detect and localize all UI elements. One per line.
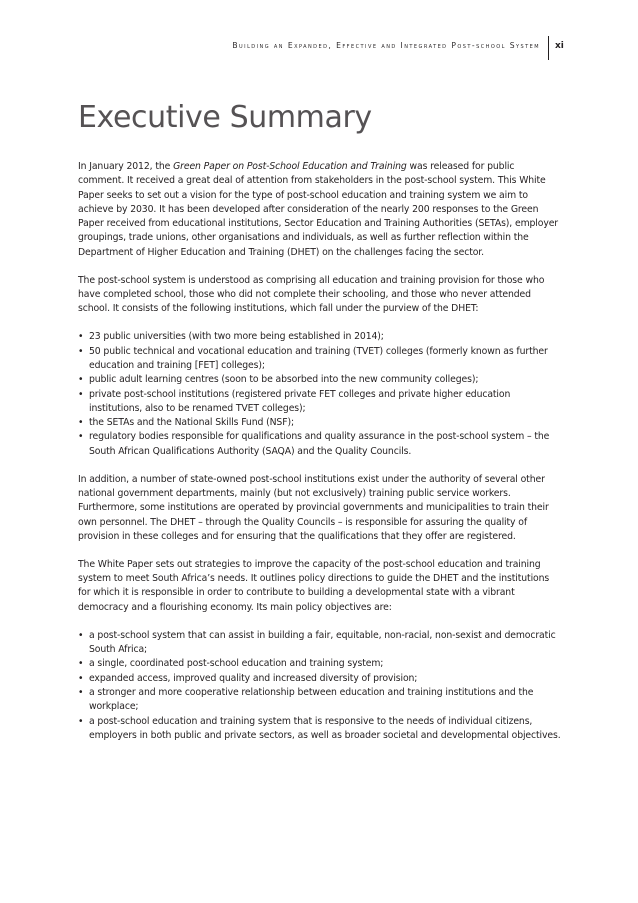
institutions-list	[78, 330, 562, 459]
bullet-icon: •	[78, 715, 84, 727]
list-item-text: 23 public universities (with two more being established in 2014);	[89, 331, 384, 343]
list-item	[78, 388, 562, 417]
intro-paragraph	[78, 160, 562, 260]
page-number: xi	[555, 41, 564, 51]
list-item	[78, 672, 562, 686]
objectives-list	[78, 629, 562, 743]
list-item	[78, 715, 562, 744]
list-item-text: a stronger and more cooperative relationship between education and training institutions and the workplace;	[89, 686, 534, 713]
bullet-icon: •	[78, 658, 84, 670]
page-title: Executive Summary	[78, 100, 372, 135]
header-divider	[548, 36, 549, 60]
list-item	[78, 430, 562, 459]
list-item	[78, 330, 562, 344]
list-item-text: private post-school institutions (registered private FET colleges and private higher education institutions, also to be renamed TVET colleges);	[89, 388, 511, 414]
body-text	[78, 160, 562, 757]
bullet-icon: •	[78, 672, 84, 684]
bullet-icon: •	[78, 629, 84, 641]
list-item-text: a post-school education and training system that is responsive to the needs of individual citizens, employers in both public and private sectors, as well as broader societal and developmental objectives.	[89, 715, 561, 741]
list-item-text: the SETAs and the National Skills Fund (NSF);	[89, 417, 294, 429]
strategies-paragraph: The White Paper sets out strategies to improve the capacity of the post-school education and training system to meet South Africa’s needs. It outlines policy directions to guide the DHET and the institutions for which it is responsible in order to contribute to building a developmental state with a vibrant democracy and a flourishing economy. Its main policy objectives are:	[78, 558, 550, 613]
bullet-icon: •	[78, 374, 84, 386]
running-header: Building an Expanded, Effective and Integrated Post-school System	[232, 41, 540, 50]
post-school-system-paragraph: The post-school system is understood as comprising all education and training provision for those who have completed school, those who did not complete their schooling, and those who never attended school. It consists of the following institutions, which fall under the purview of the DHET:	[78, 274, 545, 315]
list-item-text: public adult learning centres (soon to be absorbed into the new community colleges);	[89, 374, 479, 386]
list-item	[78, 345, 562, 374]
list-item	[78, 657, 562, 671]
list-item	[78, 416, 562, 430]
list-item-text: a single, coordinated post-school education and training system;	[89, 658, 384, 670]
list-item	[78, 373, 562, 387]
list-item-text: a post-school system that can assist in building a fair, equitable, non-racial, non-sexist and democratic South Africa;	[89, 629, 556, 656]
list-item-text: expanded access, improved quality and increased diversity of provision;	[89, 672, 418, 684]
bullet-icon: •	[78, 686, 84, 698]
bullet-icon: •	[78, 331, 84, 343]
state-owned-institutions-paragraph: In addition, a number of state-owned post-school institutions exist under the authority of several other national government departments, mainly (but not exclusively) training public service workers. Furthermore, some institutions are operated by provincial governments and municipalities to train their own personnel. The DHET – through the Quality Councils – is responsible for assuring the quality of provision in these colleges and for ensuring that the qualifications that they offer are registered.	[78, 473, 549, 542]
list-item	[78, 629, 562, 658]
list-item-text: 50 public technical and vocational education and training (TVET) colleges (formerly known as further education and training [FET] colleges);	[89, 345, 548, 371]
intro-text-start: In January 2012, the	[78, 161, 174, 172]
list-item	[78, 686, 562, 715]
bullet-icon: •	[78, 431, 84, 443]
bullet-icon: •	[78, 345, 84, 357]
bullet-icon: •	[78, 388, 84, 400]
intro-text-end: was released for public comment. It received a great deal of attention from stakeholders in the post-school system. This White Paper seeks to set out a vision for the type of post-school education and training system we aim to achieve by 2030. It has been developed after consideration of the nearly 200 responses to the Green Paper received from educational institutions, Sector Education and Training Authorities (SETAs), employer groupings, trade unions, other organisations and individuals, as well as further reflection within the Department of Higher Education and Training (DHET) on the challenges facing the sector.	[78, 161, 559, 258]
list-item-text: regulatory bodies responsible for qualifications and quality assurance in the post-school system – the South African Qualifications Authority (SAQA) and the Quality Councils.	[89, 431, 550, 457]
bullet-icon: •	[78, 417, 84, 429]
green-paper-title: Green Paper on Post-School Education and Training	[173, 161, 407, 172]
